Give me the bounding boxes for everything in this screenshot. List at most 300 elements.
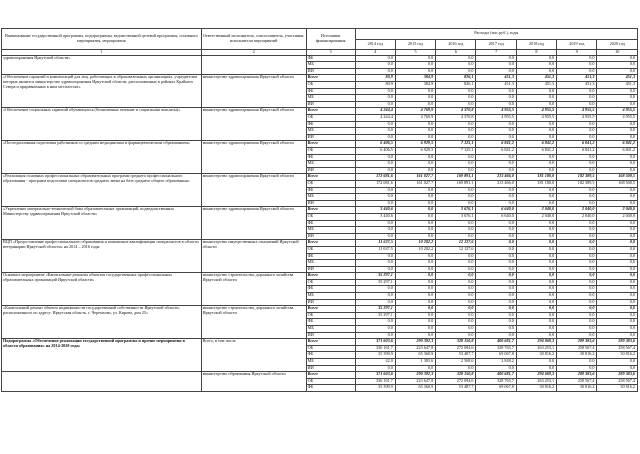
amount-cell: 290 392,3	[395, 372, 435, 379]
amount-cell: 263 253,1	[516, 345, 556, 352]
amount-cell: 0,0	[436, 279, 476, 286]
amount-cell: 35 297,1	[355, 312, 395, 319]
amount-cell: 65 360,9	[395, 352, 435, 359]
program-name-cell: Основное мероприятие «Капитальные ремонты объектов государственных профессиональных образовательных организаций Иркутской области»	[2, 273, 202, 306]
amount-cell: 0,0	[476, 253, 516, 260]
amount-cell: 0,0	[476, 260, 516, 267]
amount-cell: 336 161,7	[355, 378, 395, 385]
executor-cell: министерство здравоохранения Иркутской области	[201, 141, 306, 174]
amount-cell: 0,0	[476, 299, 516, 306]
column-number: 9	[557, 50, 597, 56]
amount-cell: 0,0	[395, 213, 435, 220]
amount-cell: 0,0	[597, 187, 638, 194]
amount-cell: 258 567,4	[557, 378, 597, 385]
column-number: 5	[395, 50, 435, 56]
amount-cell: 0,0	[395, 88, 435, 95]
amount-cell: 289 383,6	[557, 372, 597, 379]
header-expenses: Расходы (тыс.руб.), годы	[355, 29, 638, 40]
funding-source-cell: Всего	[306, 306, 355, 313]
amount-cell: 0,0	[597, 260, 638, 267]
amount-cell: 2 040,0	[516, 213, 556, 220]
amount-cell: 0,0	[436, 101, 476, 108]
amount-cell: 172 681,6	[355, 174, 395, 181]
amount-cell: 0,0	[557, 365, 597, 372]
amount-cell: 172 681,6	[355, 180, 395, 187]
amount-cell: 0,0	[355, 260, 395, 267]
amount-cell: 0,0	[597, 121, 638, 128]
amount-cell: 168 508,5	[597, 180, 638, 187]
amount-cell: 0,0	[355, 128, 395, 135]
program-name-cell: «Укрепление материально-технической базы образовательных организаций, подведомственных Министерству здравоохранения Иркутской области»	[2, 207, 202, 240]
amount-cell: 0,0	[516, 62, 556, 69]
funding-source-cell: ИИ	[306, 101, 355, 108]
amount-cell: 0,0	[436, 161, 476, 168]
table-header	[2, 29, 638, 56]
amount-cell: 0,0	[395, 227, 435, 234]
program-name-cell: «Реализация основных профессиональных образовательных программ среднего профессионального образования - программ подготовки специалистов среднего звена на базе среднего общего образования»	[2, 174, 202, 207]
amount-cell: 0,0	[355, 286, 395, 293]
amount-cell: 0,0	[355, 121, 395, 128]
amount-cell: 0,0	[476, 95, 516, 102]
executor-cell: министерство здравоохранения Иркутской области	[201, 174, 306, 207]
amount-cell: 10 202,2	[395, 240, 435, 247]
funding-source-cell: Всего	[306, 372, 355, 379]
amount-cell: 0,0	[395, 121, 435, 128]
amount-cell: 6 406,5	[355, 141, 395, 148]
amount-cell: 290 392,3	[395, 339, 435, 346]
amount-cell: 0,0	[395, 194, 435, 201]
amount-cell: 168 508,5	[597, 174, 638, 181]
amount-cell: 0,0	[597, 293, 638, 300]
funding-source-cell: ФБ	[306, 286, 355, 293]
amount-cell: 0,0	[436, 233, 476, 240]
amount-cell: 0,0	[597, 266, 638, 273]
amount-cell: 0,0	[355, 200, 395, 207]
amount-cell: 30 816,2	[516, 352, 556, 359]
amount-cell: 0,0	[476, 326, 516, 333]
funding-source-cell: ИИ	[306, 233, 355, 240]
amount-cell: 0,0	[516, 200, 556, 207]
amount-cell: 294 069,3	[516, 372, 556, 379]
program-name-cell: «Последипломная подготовка работников со средним медицинским и фармацевтическим образованием»	[2, 141, 202, 174]
amount-cell: 0,0	[355, 332, 395, 339]
amount-cell: 30 816,2	[597, 385, 638, 392]
amount-cell: 0,0	[436, 312, 476, 319]
amount-cell: 0,0	[395, 55, 435, 62]
amount-cell: 0,0	[436, 286, 476, 293]
amount-cell: 0,0	[557, 95, 597, 102]
amount-cell: 328 150,8	[436, 339, 476, 346]
amount-cell: 0,0	[597, 95, 638, 102]
header-funding-source: Источники финансирования	[306, 29, 355, 50]
amount-cell: 0,0	[355, 319, 395, 326]
amount-cell: 223 647,8	[395, 378, 435, 385]
funding-source-cell: ОБ	[306, 345, 355, 352]
amount-cell: 181 180,0	[516, 180, 556, 187]
amount-cell: 0,0	[476, 121, 516, 128]
amount-cell: 0,0	[597, 299, 638, 306]
amount-cell: 0,0	[476, 319, 516, 326]
funding-source-cell: МБ	[306, 128, 355, 135]
amount-cell: 30 816,2	[557, 352, 597, 359]
amount-cell: 272 094,6	[436, 378, 476, 385]
funding-source-cell: МБ	[306, 293, 355, 300]
funding-source-cell: ОБ	[306, 279, 355, 286]
amount-cell: 0,0	[436, 306, 476, 313]
amount-cell: 0,0	[557, 161, 597, 168]
amount-cell: 0,0	[395, 220, 435, 227]
amount-cell: 4 955,5	[597, 108, 638, 115]
amount-cell: 0,0	[557, 240, 597, 247]
amount-cell: 4 955,5	[597, 115, 638, 122]
funding-source-cell: ОБ	[306, 246, 355, 253]
funding-source-cell: МБ	[306, 227, 355, 234]
amount-cell: 0,0	[476, 187, 516, 194]
amount-cell: 0,0	[395, 161, 435, 168]
amount-cell: 213 466,0	[476, 180, 516, 187]
amount-cell: 0,0	[395, 95, 435, 102]
funding-source-cell: ИИ	[306, 200, 355, 207]
amount-cell: 0,0	[516, 101, 556, 108]
amount-cell: 12 127,6	[436, 246, 476, 253]
amount-cell: 0,0	[597, 365, 638, 372]
funding-source-cell: ОБ	[306, 312, 355, 319]
amount-cell: 0,0	[557, 312, 597, 319]
amount-cell: 0,0	[355, 55, 395, 62]
amount-cell: 0,0	[516, 128, 556, 135]
funding-source-cell: ФБ	[306, 55, 355, 62]
amount-cell: 0,0	[597, 101, 638, 108]
amount-cell: 328 765,7	[476, 378, 516, 385]
amount-cell: 0,0	[516, 161, 556, 168]
funding-source-cell: ФБ	[306, 187, 355, 194]
amount-cell: 0,0	[476, 312, 516, 319]
amount-cell: 0,0	[597, 240, 638, 247]
funding-source-cell: ОБ	[306, 148, 355, 155]
amount-cell: 6 841,2	[476, 141, 516, 148]
amount-cell: 0,0	[436, 200, 476, 207]
amount-cell: 6 929,5	[395, 141, 435, 148]
column-number: 2	[201, 50, 306, 56]
amount-cell: 371 603,6	[355, 339, 395, 346]
amount-cell: 0,0	[557, 253, 597, 260]
executor-cell: министерство здравоохранения Иркутской области	[201, 75, 306, 108]
amount-cell: 2 040,0	[557, 213, 597, 220]
funding-source-cell: Всего	[306, 174, 355, 181]
program-name-cell: «Обеспечение гарантий и компенсаций для лиц, работающих в образовательных организациях, учредителем которых является министерство здравоохранения Иркутской области, расположенных в районах Крайнего Севера и приравненных к ним местностях»	[2, 75, 202, 108]
amount-cell: 42,0	[355, 359, 395, 366]
funding-source-cell: ИИ	[306, 365, 355, 372]
column-number: 4	[355, 50, 395, 56]
amount-cell: 2 040,0	[597, 213, 638, 220]
amount-cell: 2 848,2	[476, 359, 516, 366]
amount-cell: 0,0	[355, 220, 395, 227]
amount-cell: 0,0	[436, 266, 476, 273]
amount-cell: 400 681,7	[476, 339, 516, 346]
amount-cell: 0,0	[557, 134, 597, 141]
amount-cell: 169 891,1	[436, 180, 476, 187]
executor-cell: министерство строительства, дорожного хозяйства Иркутской области	[201, 273, 306, 306]
amount-cell: 0,0	[557, 273, 597, 280]
amount-cell: 0,0	[436, 326, 476, 333]
funding-source-cell: МБ	[306, 326, 355, 333]
executor-cell	[201, 55, 306, 75]
amount-cell: 0,0	[476, 167, 516, 174]
amount-cell: 0,0	[557, 68, 597, 75]
amount-cell: 0,0	[476, 266, 516, 273]
funding-source-cell: ФБ	[306, 88, 355, 95]
amount-cell: 0,0	[557, 299, 597, 306]
amount-cell: 0,0	[436, 332, 476, 339]
amount-cell: 0,0	[557, 121, 597, 128]
amount-cell: 0,0	[557, 266, 597, 273]
amount-cell: 0,0	[436, 319, 476, 326]
amount-cell: 294 069,3	[516, 339, 556, 346]
amount-cell: 0,0	[436, 227, 476, 234]
amount-cell: 0,0	[476, 227, 516, 234]
amount-cell: 6 841,2	[516, 141, 556, 148]
amount-cell: 0,0	[476, 194, 516, 201]
amount-cell: 0,0	[476, 55, 516, 62]
amount-cell: 0,0	[395, 128, 435, 135]
column-number: 8	[516, 50, 556, 56]
amount-cell: 3 440,6	[355, 213, 395, 220]
amount-cell: 0,0	[395, 68, 435, 75]
table-row	[2, 108, 638, 115]
amount-cell: 0,0	[516, 299, 556, 306]
amount-cell: 0,0	[476, 101, 516, 108]
funding-source-cell: Всего	[306, 339, 355, 346]
amount-cell: 0,0	[597, 286, 638, 293]
executor-cell: министерство образования Иркутской области	[201, 372, 306, 392]
amount-cell: 6 640,0	[476, 213, 516, 220]
column-number: 6	[436, 50, 476, 56]
amount-cell: 0,0	[395, 306, 435, 313]
amount-cell: 6 929,5	[395, 148, 435, 155]
amount-cell: 0,0	[516, 359, 556, 366]
executor-cell: министерство строительства, дорожного хозяйства Иркутской области	[201, 306, 306, 339]
amount-cell: 0,0	[436, 88, 476, 95]
amount-cell: 371 603,6	[355, 372, 395, 379]
amount-cell: 0,0	[557, 293, 597, 300]
program-name-cell: здравоохранения Иркутской области»	[2, 55, 202, 75]
amount-cell: 0,0	[597, 161, 638, 168]
funding-source-cell: ИИ	[306, 332, 355, 339]
header-year: 2020 год	[597, 39, 638, 50]
column-number: 1	[2, 50, 202, 56]
amount-cell: 0,0	[476, 293, 516, 300]
amount-cell: 0,0	[436, 68, 476, 75]
amount-cell: 4 955,5	[476, 115, 516, 122]
amount-cell: 0,0	[516, 194, 556, 201]
amount-cell: 65 360,9	[395, 385, 435, 392]
amount-cell: 0,0	[597, 167, 638, 174]
amount-cell: 0,0	[355, 194, 395, 201]
amount-cell: 0,0	[557, 319, 597, 326]
amount-cell: 169 891,1	[436, 174, 476, 181]
funding-source-cell: Всего	[306, 141, 355, 148]
amount-cell: 0,0	[557, 326, 597, 333]
header-year: 2017 год	[476, 39, 516, 50]
amount-cell: 0,0	[557, 286, 597, 293]
amount-cell: 0,0	[436, 55, 476, 62]
amount-cell: 0,0	[597, 88, 638, 95]
funding-source-cell: ОБ	[306, 180, 355, 187]
amount-cell: 0,0	[436, 62, 476, 69]
amount-cell: 6 841,2	[476, 148, 516, 155]
header-year: 2015 год	[395, 39, 435, 50]
amount-cell: 0,0	[557, 220, 597, 227]
funding-source-cell: МБ	[306, 95, 355, 102]
amount-cell: 0,0	[476, 286, 516, 293]
amount-cell: 4 370,8	[436, 108, 476, 115]
amount-cell: 0,0	[516, 286, 556, 293]
amount-cell: 0,0	[597, 233, 638, 240]
amount-cell: 0,0	[597, 68, 638, 75]
funding-source-cell: ФБ	[306, 253, 355, 260]
amount-cell: 0,0	[476, 161, 516, 168]
amount-cell: 0,0	[436, 187, 476, 194]
amount-cell: 0,0	[516, 240, 556, 247]
amount-cell: 0,0	[355, 253, 395, 260]
table-row	[2, 75, 638, 82]
amount-cell: 3 676,1	[436, 207, 476, 214]
amount-cell: 0,0	[395, 200, 435, 207]
amount-cell: 0,0	[557, 62, 597, 69]
amount-cell: 0,0	[597, 55, 638, 62]
table-row	[2, 141, 638, 148]
amount-cell: 0,0	[557, 154, 597, 161]
amount-cell: 0,0	[597, 273, 638, 280]
amount-cell: 4 955,5	[557, 115, 597, 122]
funding-source-cell: МБ	[306, 62, 355, 69]
amount-cell: 400 681,7	[476, 372, 516, 379]
amount-cell: 0,0	[355, 134, 395, 141]
amount-cell: 6 841,2	[597, 148, 638, 155]
amount-cell: 0,0	[436, 128, 476, 135]
amount-cell: 0,0	[516, 273, 556, 280]
amount-cell: 451,3	[516, 82, 556, 89]
amount-cell: 0,0	[516, 55, 556, 62]
amount-cell: 0,0	[476, 200, 516, 207]
amount-cell: 826,1	[436, 82, 476, 89]
funding-source-cell: ОБ	[306, 378, 355, 385]
amount-cell: 0,0	[597, 194, 638, 201]
amount-cell: 4 244,4	[355, 108, 395, 115]
amount-cell: 0,0	[597, 134, 638, 141]
amount-cell: 1 383,6	[395, 359, 435, 366]
amount-cell: 0,0	[557, 187, 597, 194]
funding-source-cell: ФБ	[306, 220, 355, 227]
amount-cell: 384,9	[395, 75, 435, 82]
table-row	[2, 207, 638, 214]
amount-cell: 80,9	[355, 75, 395, 82]
amount-cell: 0,0	[557, 332, 597, 339]
amount-cell: 4 769,9	[395, 108, 435, 115]
amount-cell: 0,0	[597, 326, 638, 333]
amount-cell: 0,0	[436, 194, 476, 201]
amount-cell: 0,0	[355, 365, 395, 372]
amount-cell: 0,0	[436, 260, 476, 267]
header-executor: Ответственный исполнитель, соисполнитель, участники, исполнители мероприятий	[201, 29, 306, 50]
amount-cell: 0,0	[395, 326, 435, 333]
amount-cell: 0,0	[516, 134, 556, 141]
amount-cell: 0,0	[516, 266, 556, 273]
amount-cell: 0,0	[557, 306, 597, 313]
amount-cell: 0,0	[436, 220, 476, 227]
amount-cell: 0,0	[355, 266, 395, 273]
amount-cell: 35 297,1	[355, 279, 395, 286]
table-row	[2, 339, 638, 346]
amount-cell: 0,0	[516, 227, 556, 234]
header-year: 2014 год	[355, 39, 395, 50]
amount-cell: 0,0	[355, 88, 395, 95]
table-row	[2, 306, 638, 313]
amount-cell: 12 127,6	[436, 240, 476, 247]
amount-cell: 182 389,5	[557, 180, 597, 187]
amount-cell: 0,0	[476, 128, 516, 135]
funding-source-cell: ИИ	[306, 134, 355, 141]
amount-cell: 2 040,0	[597, 207, 638, 214]
amount-cell: 35 399,9	[355, 385, 395, 392]
amount-cell: 0,0	[516, 187, 556, 194]
amount-cell: 35 297,1	[355, 306, 395, 313]
amount-cell: 384,9	[395, 82, 435, 89]
amount-cell: 0,0	[597, 312, 638, 319]
amount-cell: 0,0	[557, 233, 597, 240]
amount-cell: 4 244,4	[355, 115, 395, 122]
amount-cell: 0,0	[395, 332, 435, 339]
amount-cell: 0,0	[395, 312, 435, 319]
funding-source-cell: ИИ	[306, 167, 355, 174]
funding-source-cell: МБ	[306, 359, 355, 366]
amount-cell: 11 637,5	[355, 246, 395, 253]
amount-cell: 0,0	[395, 260, 435, 267]
amount-cell: 451,3	[597, 82, 638, 89]
amount-cell: 0,0	[557, 167, 597, 174]
amount-cell: 451,3	[597, 75, 638, 82]
amount-cell: 213 466,0	[476, 174, 516, 181]
amount-cell: 0,0	[355, 68, 395, 75]
amount-cell: 0,0	[516, 167, 556, 174]
amount-cell: 0,0	[597, 62, 638, 69]
amount-cell: 0,0	[516, 68, 556, 75]
amount-cell: 0,0	[395, 167, 435, 174]
amount-cell: 0,0	[597, 319, 638, 326]
amount-cell: 0,0	[476, 306, 516, 313]
header-year: 2018 год	[516, 39, 556, 50]
amount-cell: 4 955,5	[476, 108, 516, 115]
executor-cell: министерство здравоохранения Иркутской области	[201, 108, 306, 141]
funding-source-cell: МБ	[306, 260, 355, 267]
amount-cell: 0,0	[516, 326, 556, 333]
amount-cell: 0,0	[516, 279, 556, 286]
amount-cell: 0,0	[597, 306, 638, 313]
amount-cell: 2 040,0	[557, 207, 597, 214]
amount-cell: 0,0	[476, 240, 516, 247]
amount-cell: 4 955,5	[516, 108, 556, 115]
amount-cell: 0,0	[355, 167, 395, 174]
amount-cell: 289 383,6	[597, 339, 638, 346]
amount-cell: 0,0	[557, 88, 597, 95]
amount-cell: 0,0	[516, 306, 556, 313]
amount-cell: 0,0	[476, 332, 516, 339]
program-name-cell: Подпрограмма «Обеспечение реализации государственной программы и прочие мероприятия в области образования» на 2014-2020 годы	[2, 339, 202, 372]
funding-source-cell: Всего	[306, 240, 355, 247]
funding-source-cell: ОБ	[306, 82, 355, 89]
amount-cell: 0,0	[355, 62, 395, 69]
amount-cell: 0,0	[355, 233, 395, 240]
